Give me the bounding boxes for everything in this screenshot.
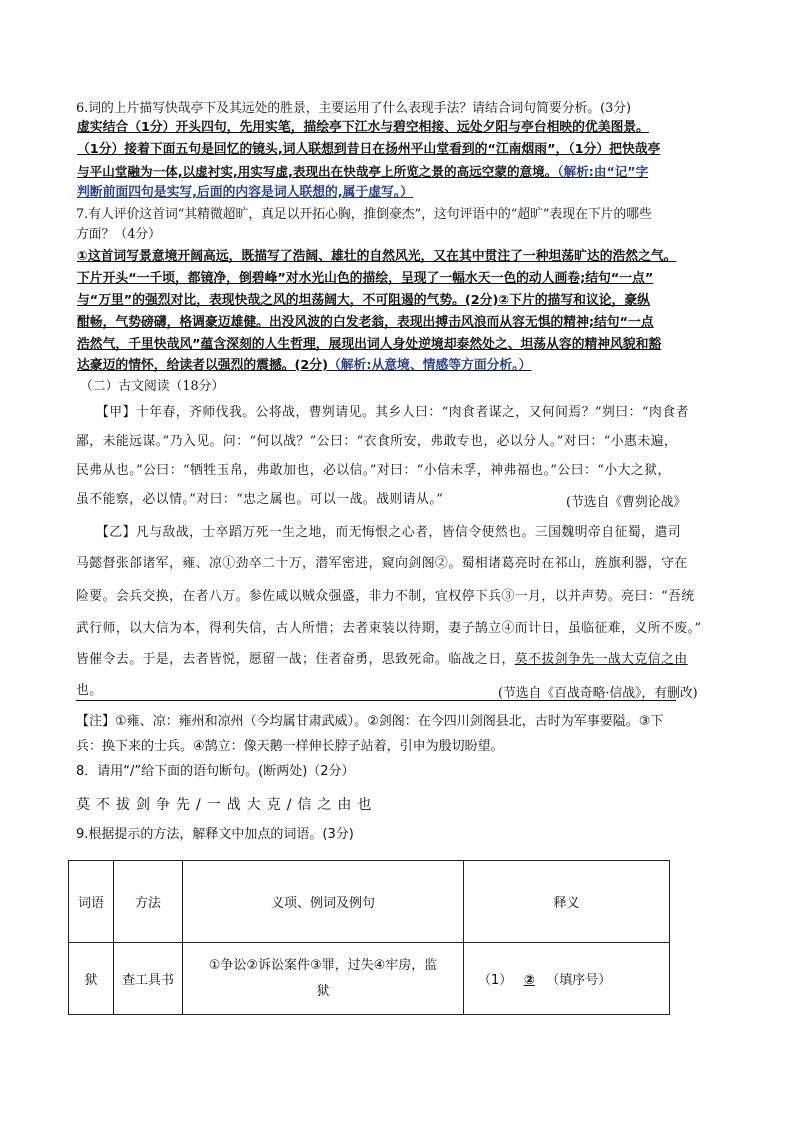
q6-analysis-note-b: 判断前面四句是实写,后面的内容是词人联想的,属于虚写。） <box>77 185 414 200</box>
q6-answer-line-1: 虚实结合（1分）开头四句，先用实笔，描绘亭下江水与碧空相接、远处夕阳与亭台相映的优美图景。 <box>77 120 649 135</box>
notes-line-1: 【注】①雍、凉：雍州和凉州（今均属甘肃武威）。②剑阁：在今四川剑阁县北，古时为军事要隘。③下 <box>76 714 664 729</box>
q7-answer-line-3: 与“万里”的强烈对比，表现快哉之风的坦荡阔大，不可阻遏的气势。(2分)②下片的描写和议论，豪纵 <box>77 293 650 308</box>
q7-analysis-note: （解析:从意境、情感等方面分析。） <box>327 358 532 373</box>
cell-method: 查工具书 <box>114 943 183 1015</box>
answer-blank: ② <box>523 973 535 988</box>
q6-answer-line-3: 与平山堂融为一体,以虚衬实,用实写虚,表现出在快哉亭上所览之景的高远空蒙的意境。（解析:由“记”字 <box>77 164 649 179</box>
passage-jia-line-1: 【甲】十年春，齐师伐我。公将战，曹刿请见。其乡人曰：“肉食者谋之，又何间焉？”刿曰：“肉食者 <box>96 405 689 420</box>
senses-line-1: ①争讼②诉讼案件③罪，过失④牢房，监 <box>208 957 438 973</box>
q8-question: 8．请用“/”给下面的语句断句。(断两处)（2分） <box>76 764 355 779</box>
passage-jia-line-3: 民弗从也。”公曰：“牺牲玉帛，弗敢加也，必以信。”对曰：“小信未孚，神弗福也。”公曰：“小大之狱， <box>76 463 671 478</box>
header-method: 方法 <box>114 861 183 943</box>
q9-table <box>68 860 670 1015</box>
passage-yi-line-2: 马懿督张郃诸军，雍、凉①劲卒二十万，潜军密进，窥向剑阁②。蜀相诸葛亮时在祁山，旌旗利器，守在 <box>76 556 688 571</box>
passage-jia-line-4: 虽不能察，必以情。”对曰：“忠之属也。可以一战。战则请从。” <box>76 492 444 507</box>
q7-answer-line-1: ①这首词写景意境开阔高远，既描写了浩阔、雄壮的自然风光，又在其中贯注了一种坦荡旷达的浩然之气。 <box>77 249 677 264</box>
q9-question: 9.根据提示的方法，解释文中加点的词语。(3分) <box>76 827 354 842</box>
answer-prefix: （1） <box>478 973 513 988</box>
senses-line-2: 狱 <box>316 983 330 999</box>
notes-line-2: 兵：换下来的士兵。④鹄立：像天鹅一样伸长脖子站着，引申为殷切盼望。 <box>76 739 504 754</box>
header-word: 词语 <box>69 861 114 943</box>
table-row <box>69 943 670 1015</box>
q7-answer-line-5: 浩然气，千里快哉风”蕴含深刻的人生哲理，展现出词人身处逆境却泰然处之、坦荡从容的精神风貌和豁 <box>77 337 662 352</box>
passage-jia-line-2: 鄙，未能远谋。”乃入见。问：“何以战？”公曰：“衣食所安，弗敢专也，必以分人。”对曰：“小惠未遍， <box>76 434 678 449</box>
q7-question-line-2: 方面？（4分） <box>76 227 161 242</box>
passage-jia-source: (节选自《曹刿论战》 <box>566 495 687 510</box>
q7-answer-line-4: 酣畅，气势磅礴，格调豪迈雄健。出没风波的白发老翁，表现出搏击风浪而从容无惧的精神;结句“一点 <box>77 315 654 330</box>
q7-question-line-1: 7.有人评价这首词“其精微超旷，真足以开拓心胸，推倒豪杰”，这句评语中的“超旷”表现在下片的哪些 <box>76 207 652 222</box>
passage-yi-line-3: 险要。会兵交换，在者八万。参佐咸以贼众强盛，非力不制，宜权停下兵③一月，以并声势。亮曰：“吾统 <box>76 589 695 604</box>
q7-answer-line-2: 下片开头“一千顷，都镜净，倒碧峰”对水光山色的描绘，呈现了一幅水天一色的动人画卷;结句“一点” <box>77 271 654 286</box>
answer-suffix: （填序号） <box>546 973 612 988</box>
passage-yi-line-6: 也。 <box>76 682 676 701</box>
cell-meaning <box>464 943 670 1015</box>
table-header-row <box>69 861 670 943</box>
passage-yi-line-1: 【乙】凡与敌战，士卒蹈万死一生之地，而无悔恨之心者，皆信令使然也。三国魏明帝自征蜀，遣司 <box>96 525 682 540</box>
header-meaning: 释义 <box>464 861 670 943</box>
passage-yi-line-5: 皆催令去。于是，去者皆悦，愿留一战；住者奋勇，思致死命。临战之日，莫不拔剑争先一战大克信之由 <box>76 652 688 667</box>
passage-yi-underlined-sentence: 莫不拔剑争先一战大克信之由 <box>514 652 688 667</box>
passage-yi-line-4: 武行师，以大信为本，得利失信，古人所惜；去者束装以待期，妻子鹄立④而计日，虽临征难，义所不废。” <box>76 621 702 636</box>
q6-answer-line-2: （1分）接着下面五句是回忆的镜头,词人联想到昔日在扬州平山堂看到的“江南烟雨”，（1分）把快哉亭 <box>77 142 661 157</box>
q6-question: 6.词的上片描写快哉亭下及其远处的胜景，主要运用了什么表现手法？请结合词句简要分析。(3分) <box>76 101 632 116</box>
q8-sentence: 莫不拔剑争先/一战大克/信之由也 <box>76 797 378 813</box>
q6-analysis-note-a: （解析:由“记”字 <box>557 164 649 179</box>
header-senses: 义项、例词及例句 <box>183 861 464 943</box>
passage-yi-source: (节选自《百战奇略·信战》，有删改) <box>498 686 698 701</box>
cell-word: 狱 <box>69 943 114 1015</box>
section-heading: （二）古文阅读（18分） <box>80 379 225 394</box>
cell-senses <box>183 943 464 1015</box>
q7-answer-line-6: 达豪迈的情怀，给读者以强烈的震撼。(2分)（解析:从意境、情感等方面分析。） <box>77 358 532 373</box>
